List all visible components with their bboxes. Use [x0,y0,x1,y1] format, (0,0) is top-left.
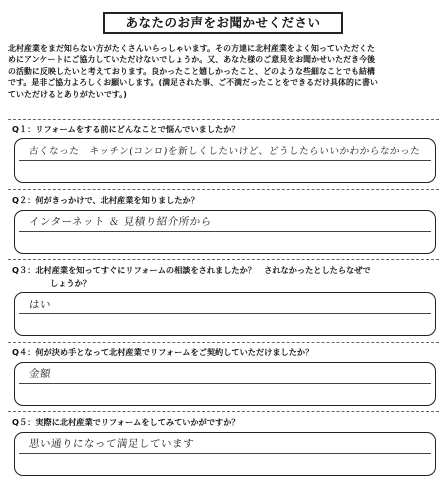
question-2-label: Q２：何がきっかけで、北村産業を知りましたか？ [12,195,199,205]
answer-rule [19,231,431,232]
answer-5-box[interactable] [14,432,436,476]
section-divider [8,189,439,190]
section-divider [8,411,439,412]
section-divider [8,259,439,260]
answer-2-text: インターネット ＆ 見積り紹介所から [28,216,213,228]
question-1-label: Q１：リフォームをする前にどんなことで悩んでいましたか？ [12,124,240,134]
answer-1-box[interactable] [14,138,436,183]
question-3-label: Q３：北村産業を知ってすぐにリフォームの相談をされましたか？ されなかったとしたらなぜで [12,265,371,275]
intro-line: ていただけるとありがたいです。) [8,89,127,99]
answer-4-box[interactable] [14,362,436,406]
section-divider [8,342,439,343]
answer-2-box[interactable] [14,210,436,254]
answer-5-text: 思い通りになって満足しています [28,438,195,450]
question-4-label: Q４：何が決め手となって北村産業でリフォームをご契約していただけましたか？ [12,347,314,357]
answer-rule [19,313,431,314]
question-3-label-cont: しょうか？ [50,278,91,288]
answer-rule [19,383,431,384]
intro-line: めにアンケートにご協力していただけないでしょうか。又、あなた様のご意見をお聞かせいただき今後 [8,55,376,65]
answer-3-text: はい [28,299,52,311]
answer-rule [19,160,431,161]
answer-3-box[interactable] [14,292,436,336]
answer-4-text: 金額 [28,368,52,380]
intro-line: の活動に反映したいと考えております。良かったこと嬉しかったこと、どのような些細なことでも結構 [8,66,375,76]
intro-text [8,43,440,100]
page-title: あなたのお声をお聞かせください [103,12,343,34]
section-divider [8,119,439,120]
answer-rule [19,453,431,454]
intro-line: です。是非ご協力よろしくお願いします。(満足された事、ご不満だったことをできるだけ具体的に書い [8,78,379,88]
answer-1-text: 古くなった キッチン(コンロ)を新しくしたいけど、どうしたらいいかわからなかった [28,146,421,157]
question-5-label: Q５：実際に北村産業でリフォームをしてみていかがですか？ [12,417,240,427]
intro-line: 北村産業をまだ知らない方がたくさんいらっしゃいます。その方達に北村産業をよく知っていただくた [8,44,375,53]
